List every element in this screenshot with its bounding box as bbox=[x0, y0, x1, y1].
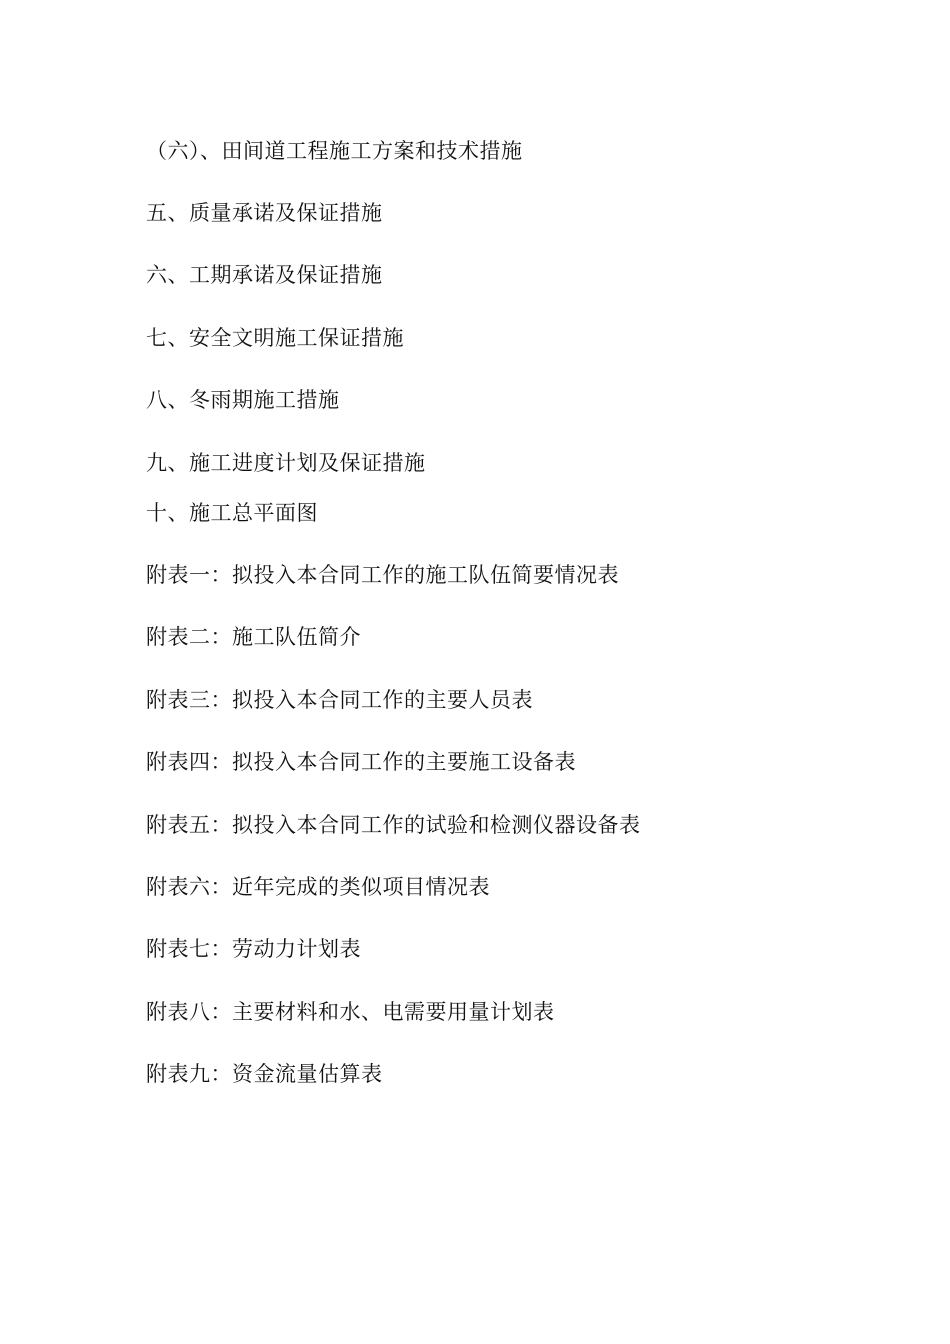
toc-item-tianjiandao: （六）、田间道工程施工方案和技术措施 bbox=[146, 139, 523, 163]
toc-item-winter-rain: 八、冬雨期施工措施 bbox=[146, 388, 340, 412]
toc-item-appendix-6: 附表六：近年完成的类似项目情况表 bbox=[146, 875, 490, 899]
toc-item-appendix-2: 附表二：施工队伍简介 bbox=[146, 625, 361, 649]
toc-item-appendix-8: 附表八：主要材料和水、电需要用量计划表 bbox=[146, 1000, 555, 1024]
toc-item-appendix-5: 附表五：拟投入本合同工作的试验和检测仪器设备表 bbox=[146, 813, 641, 837]
toc-item-appendix-9: 附表九：资金流量估算表 bbox=[146, 1062, 383, 1086]
toc-item-safety: 七、安全文明施工保证措施 bbox=[146, 326, 404, 350]
toc-item-quality: 五、质量承诺及保证措施 bbox=[146, 201, 383, 225]
toc-item-site-plan: 十、施工总平面图 bbox=[146, 501, 318, 525]
toc-item-progress-plan: 九、施工进度计划及保证措施 bbox=[146, 451, 426, 475]
toc-item-appendix-3: 附表三：拟投入本合同工作的主要人员表 bbox=[146, 688, 533, 712]
toc-item-appendix-4: 附表四：拟投入本合同工作的主要施工设备表 bbox=[146, 750, 576, 774]
toc-item-schedule-commitment: 六、工期承诺及保证措施 bbox=[146, 263, 383, 287]
toc-item-appendix-1: 附表一：拟投入本合同工作的施工队伍简要情况表 bbox=[146, 563, 619, 587]
toc-item-appendix-7: 附表七：劳动力计划表 bbox=[146, 937, 361, 961]
